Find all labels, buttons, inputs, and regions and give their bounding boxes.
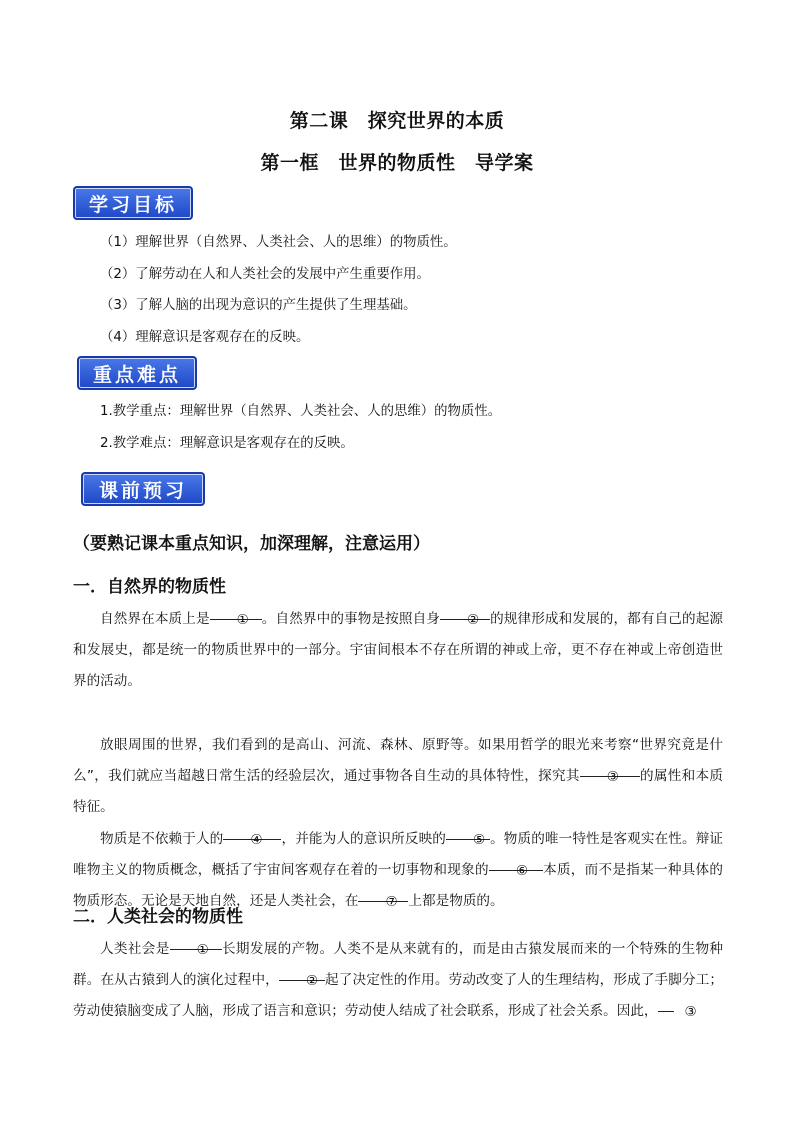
text-run: 。物质的唯一特性是客观实在性。辩证唯物主义的物质概念，概括了宇宙间客观存在着的一切事物和现象的 (73, 831, 724, 878)
fill-blank[interactable] (210, 605, 262, 628)
text-run: 人类社会是 (100, 941, 170, 957)
blank-number: ④ (250, 832, 263, 848)
fill-blank[interactable] (223, 825, 281, 848)
text-run: 本质，而不是指某一种具体的物质形态。无论是天地自然，还是人类社会，在 (73, 862, 723, 909)
objective-item: （2）了解劳动在人和人类社会的发展中产生重要作用。 (100, 267, 430, 282)
part1-paragraph-2 (73, 730, 723, 823)
section-title: 第一框 世界的物质性 导学案 (260, 152, 534, 174)
text-run: 。自然界中的事物是按照自身 (261, 611, 440, 627)
text-run: 的规律形成和发展的，都有自己的起源和发展史，都是统一的物质世界中的一部分。宇宙间根本不存在所谓的神或上帝，更不存在神或上帝创造世界的活动。 (73, 611, 724, 689)
blank-number: ① (236, 612, 249, 628)
objective-item: （1）理解世界（自然界、人类社会、人的思维）的物质性。 (100, 235, 457, 250)
blank-number: ① (196, 942, 209, 958)
text-run: ，并能为人的意识所反映的 (281, 831, 446, 847)
key-point-item: 1.教学重点：理解世界（自然界、人类社会、人的思维）的物质性。 (100, 404, 502, 419)
preview-badge: 课前预习 (81, 472, 205, 506)
text-run: 物质是不依赖于人的 (100, 831, 224, 847)
blank-number: ② (466, 612, 480, 628)
text-run: 起了决定性的作用。劳动改变了人的生理结构，形成了手脚分工；劳动使猿脑变成了人脑，形成了语言和意识；劳动使人结成了社会联系，形成了社会关系。因此， (73, 972, 724, 1019)
blank-number: ② (305, 973, 319, 989)
fill-blank[interactable] (170, 935, 222, 958)
fill-blank[interactable] (279, 966, 325, 989)
part2-heading: 二．人类社会的物质性 (73, 907, 243, 927)
fill-blank[interactable] (658, 997, 697, 1020)
fill-blank[interactable] (358, 887, 408, 910)
fill-blank[interactable] (446, 825, 490, 848)
blank-number: ⑤ (472, 832, 486, 848)
part1-paragraph-1 (73, 604, 723, 697)
part2-paragraph-1 (73, 934, 723, 1027)
text-run: 长期发展的产物。人类不是从来就有的，而是由古猿发展而来的一个特殊的生物种群。在从古猿到人的演化过程中， (73, 941, 724, 988)
text-run: 上都是物质的。 (408, 893, 504, 909)
fill-blank[interactable] (580, 762, 640, 785)
key-points-badge: 重点难点 (77, 356, 197, 390)
blank-number: ⑦ (385, 894, 398, 910)
blank-number: ③ (684, 1004, 697, 1020)
objective-item: （4）理解意识是客观存在的反映。 (100, 330, 310, 345)
blank-number: ⑥ (515, 863, 528, 879)
objectives-badge: 学习目标 (73, 186, 193, 220)
preview-note: （要熟记课本重点知识，加深理解，注意运用） (73, 534, 430, 554)
text-run: 的属性和本质特征。 (73, 768, 724, 815)
text-run: 放眼周围的世界，我们看到的是高山、河流、森林、原野等。如果用哲学的眼光来考察“世界究竟是什么”，我们就应当超越日常生活的经验层次，通过事物各自生动的具体特性，探究其 (73, 737, 723, 784)
blank-number: ③ (606, 769, 619, 785)
text-run: 自然界在本质上是 (100, 611, 210, 627)
part1-heading: 一．自然界的物质性 (73, 577, 226, 597)
objective-item: （3）了解人脑的出现为意识的产生提供了生理基础。 (100, 298, 417, 313)
lesson-title: 第二课 探究世界的本质 (289, 110, 505, 132)
key-point-item: 2.教学难点：理解意识是客观存在的反映。 (100, 436, 354, 451)
fill-blank[interactable] (440, 605, 490, 628)
fill-blank[interactable] (489, 856, 543, 879)
